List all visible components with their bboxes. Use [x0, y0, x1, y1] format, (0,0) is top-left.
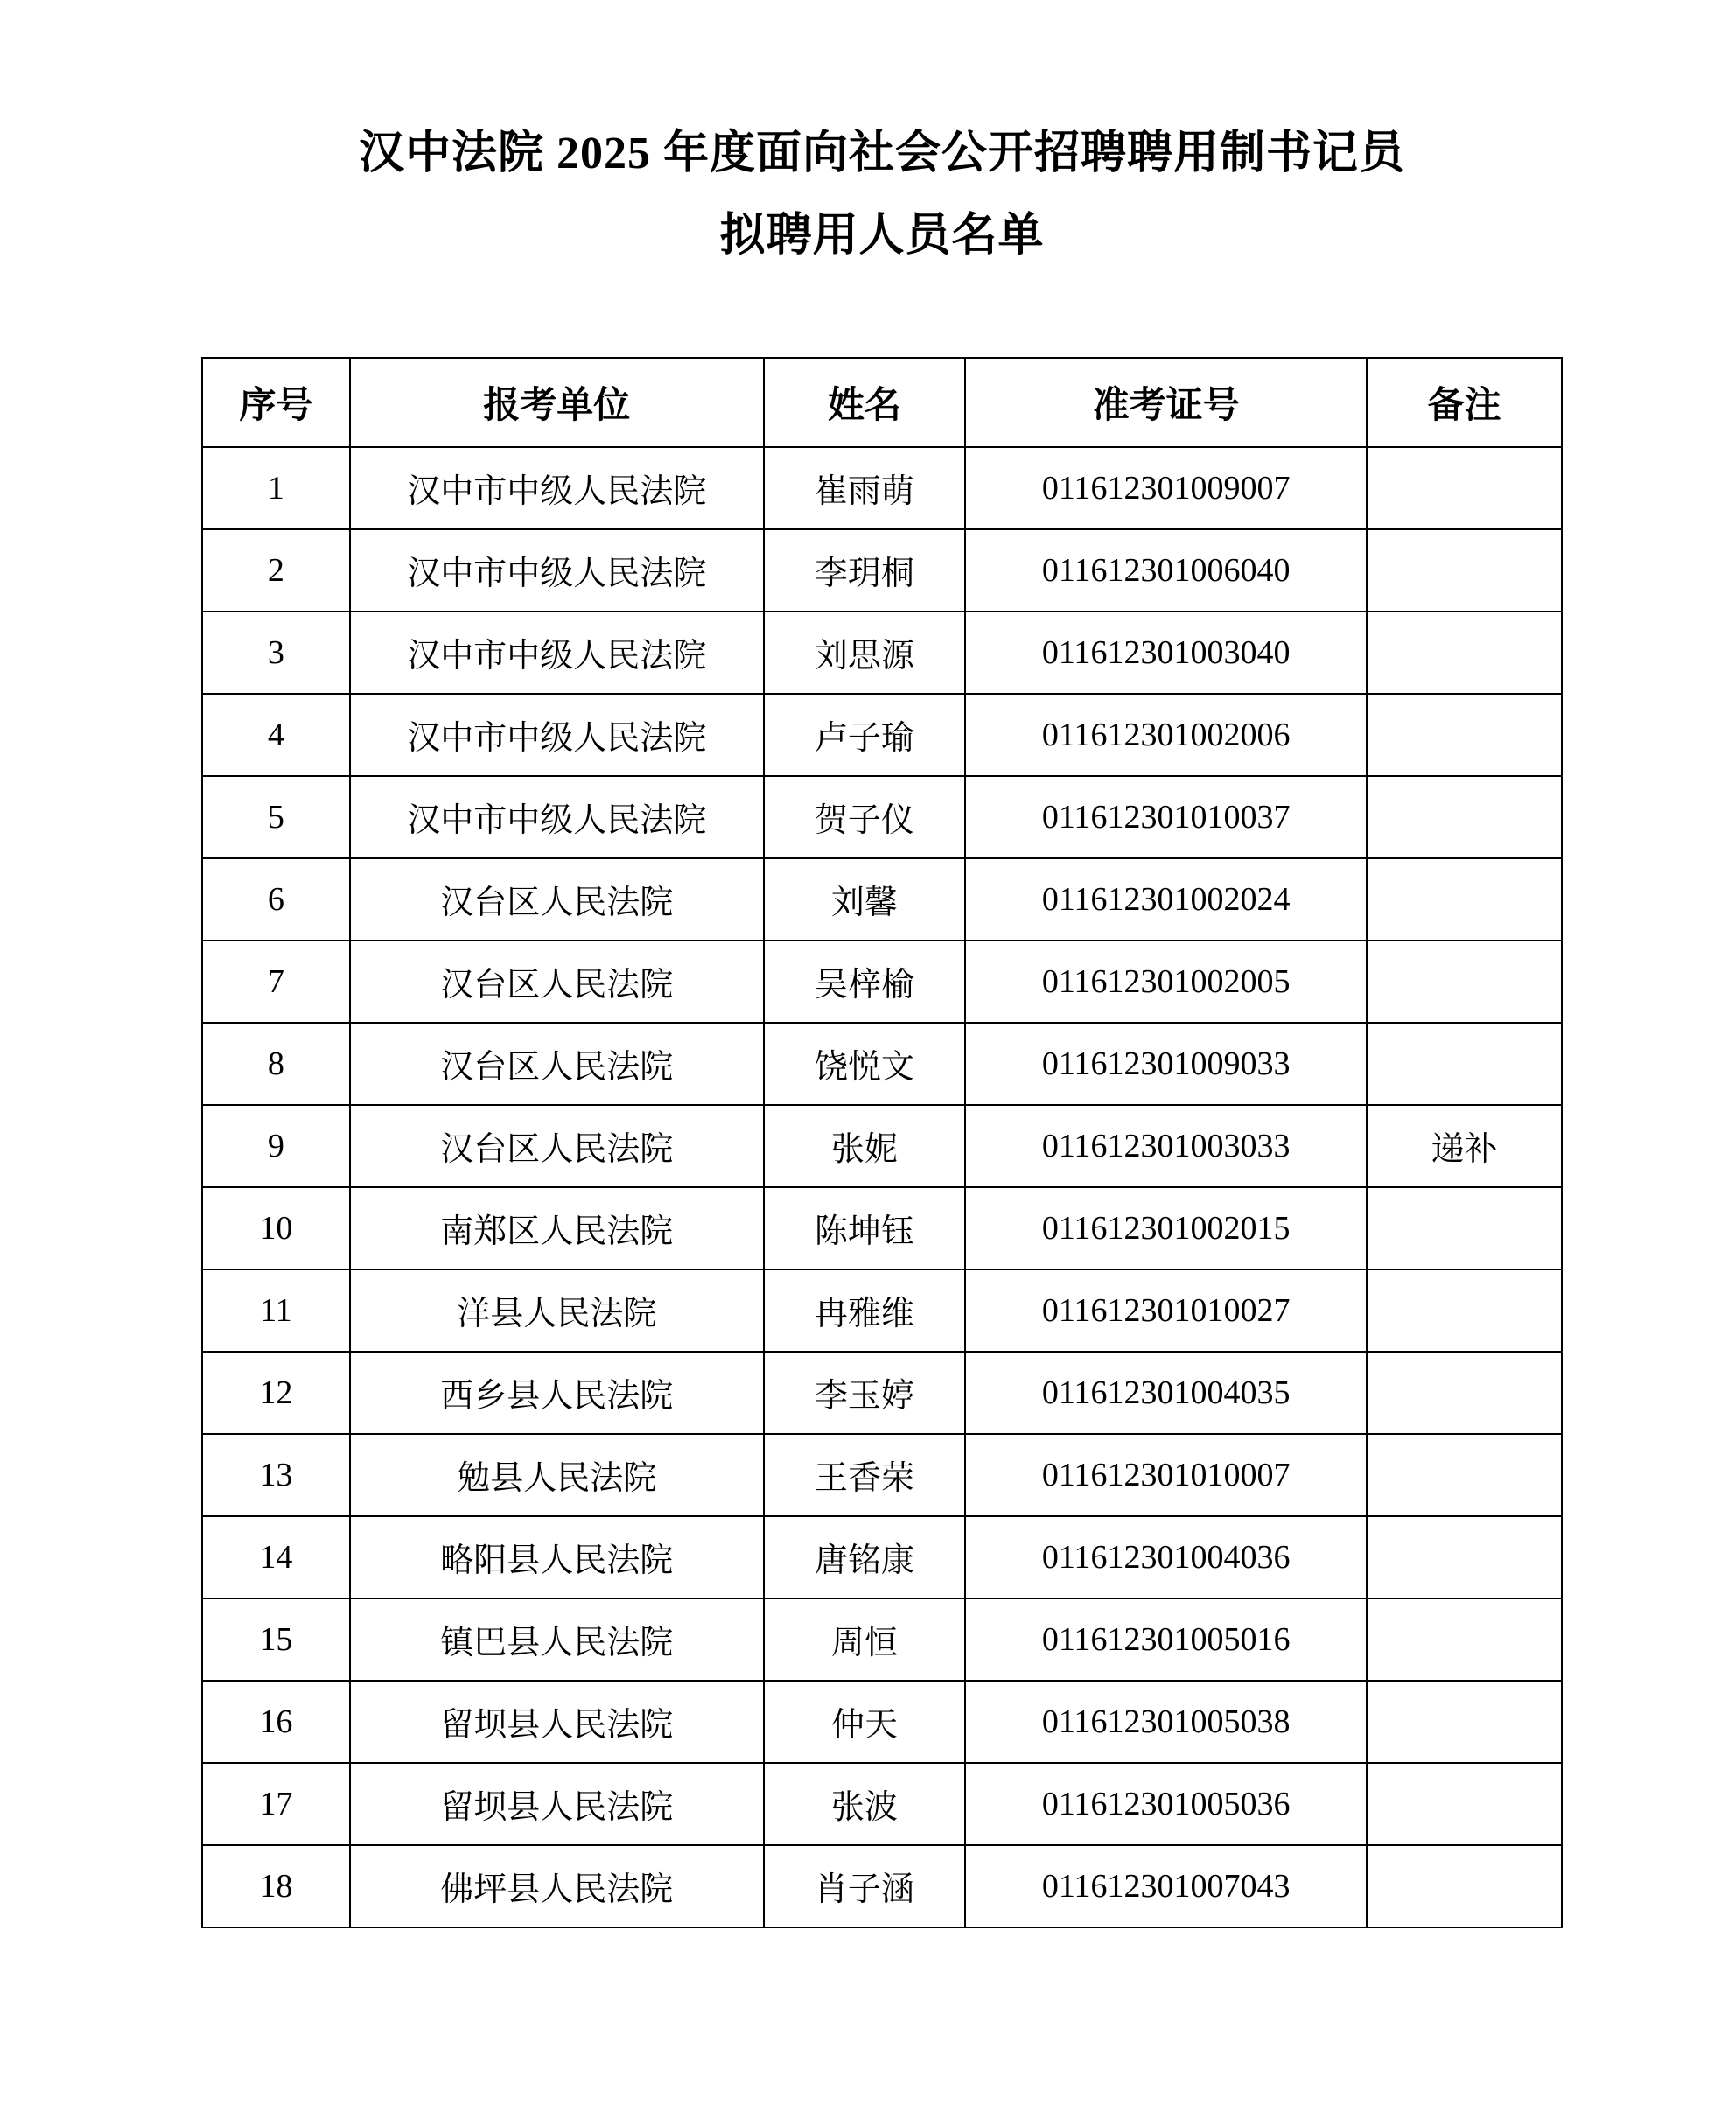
cell-name: 周恒	[764, 1598, 966, 1681]
cell-remark	[1367, 776, 1562, 858]
table-row	[202, 1763, 1562, 1845]
cell-ticket-number: 011612301010007	[965, 1434, 1367, 1516]
table-row	[202, 858, 1562, 941]
cell-name: 张妮	[764, 1105, 966, 1187]
cell-applied-court: 佛坪县人民法院	[350, 1845, 764, 1927]
cell-remark: 递补	[1367, 1105, 1562, 1187]
table-row	[202, 776, 1562, 858]
table-row	[202, 1269, 1562, 1352]
cell-ticket-number: 011612301002024	[965, 858, 1367, 941]
cell-name: 唐铭康	[764, 1516, 966, 1598]
header-remark: 备注	[1367, 358, 1562, 447]
cell-seq-number: 3	[202, 612, 350, 694]
header-applied-court: 报考单位	[350, 358, 764, 447]
cell-ticket-number: 011612301009033	[965, 1023, 1367, 1105]
cell-seq-number: 4	[202, 694, 350, 776]
cell-applied-court: 留坝县人民法院	[350, 1763, 764, 1845]
cell-applied-court: 洋县人民法院	[350, 1269, 764, 1352]
table-row	[202, 1105, 1562, 1187]
cell-ticket-number: 011612301010037	[965, 776, 1367, 858]
cell-seq-number: 5	[202, 776, 350, 858]
cell-remark	[1367, 1598, 1562, 1681]
cell-ticket-number: 011612301004036	[965, 1516, 1367, 1598]
cell-applied-court: 汉台区人民法院	[350, 1023, 764, 1105]
cell-remark	[1367, 1516, 1562, 1598]
cell-remark	[1367, 447, 1562, 529]
cell-ticket-number: 011612301003040	[965, 612, 1367, 694]
table-row	[202, 1516, 1562, 1598]
table-header-row	[202, 358, 1562, 447]
cell-seq-number: 6	[202, 858, 350, 941]
cell-name: 刘思源	[764, 612, 966, 694]
cell-applied-court: 汉中市中级人民法院	[350, 694, 764, 776]
header-ticket-number: 准考证号	[965, 358, 1367, 447]
table-row	[202, 1352, 1562, 1434]
cell-name: 李玉婷	[764, 1352, 966, 1434]
cell-ticket-number: 011612301009007	[965, 447, 1367, 529]
cell-applied-court: 汉中市中级人民法院	[350, 529, 764, 612]
cell-remark	[1367, 1269, 1562, 1352]
cell-applied-court: 汉中市中级人民法院	[350, 612, 764, 694]
cell-remark	[1367, 1352, 1562, 1434]
cell-ticket-number: 011612301010027	[965, 1269, 1367, 1352]
cell-name: 吴梓榆	[764, 941, 966, 1023]
cell-name: 王香荣	[764, 1434, 966, 1516]
cell-ticket-number: 011612301007043	[965, 1845, 1367, 1927]
cell-seq-number: 1	[202, 447, 350, 529]
cell-name: 陈坤钰	[764, 1187, 966, 1269]
cell-applied-court: 南郑区人民法院	[350, 1187, 764, 1269]
cell-name: 冉雅维	[764, 1269, 966, 1352]
cell-seq-number: 8	[202, 1023, 350, 1105]
cell-remark	[1367, 694, 1562, 776]
cell-name: 仲天	[764, 1681, 966, 1763]
cell-name: 肖子涵	[764, 1845, 966, 1927]
cell-remark	[1367, 1434, 1562, 1516]
cell-ticket-number: 011612301005016	[965, 1598, 1367, 1681]
cell-seq-number: 13	[202, 1434, 350, 1516]
cell-seq-number: 15	[202, 1598, 350, 1681]
cell-remark	[1367, 612, 1562, 694]
table-row	[202, 694, 1562, 776]
title-block	[201, 0, 1563, 262]
cell-seq-number: 9	[202, 1105, 350, 1187]
cell-ticket-number: 011612301005038	[965, 1681, 1367, 1763]
cell-remark	[1367, 529, 1562, 612]
cell-ticket-number: 011612301002005	[965, 941, 1367, 1023]
cell-remark	[1367, 1187, 1562, 1269]
table-row	[202, 447, 1562, 529]
table-row	[202, 1023, 1562, 1105]
table-row	[202, 529, 1562, 612]
table-head	[202, 358, 1562, 447]
table-row	[202, 1187, 1562, 1269]
cell-applied-court: 镇巴县人民法院	[350, 1598, 764, 1681]
cell-seq-number: 14	[202, 1516, 350, 1598]
cell-name: 饶悦文	[764, 1023, 966, 1105]
header-name: 姓名	[764, 358, 966, 447]
cell-seq-number: 2	[202, 529, 350, 612]
table-row	[202, 612, 1562, 694]
cell-seq-number: 11	[202, 1269, 350, 1352]
table-row	[202, 1845, 1562, 1927]
cell-applied-court: 汉中市中级人民法院	[350, 447, 764, 529]
cell-ticket-number: 011612301002015	[965, 1187, 1367, 1269]
cell-name: 李玥桐	[764, 529, 966, 612]
header-seq-number: 序号	[202, 358, 350, 447]
cell-remark	[1367, 941, 1562, 1023]
cell-applied-court: 略阳县人民法院	[350, 1516, 764, 1598]
table-row	[202, 1681, 1562, 1763]
table-body	[202, 447, 1562, 1927]
cell-seq-number: 12	[202, 1352, 350, 1434]
cell-name: 崔雨萌	[764, 447, 966, 529]
cell-seq-number: 16	[202, 1681, 350, 1763]
table-row	[202, 1598, 1562, 1681]
cell-ticket-number: 011612301006040	[965, 529, 1367, 612]
cell-applied-court: 汉台区人民法院	[350, 1105, 764, 1187]
table-row	[202, 1434, 1562, 1516]
cell-name: 贺子仪	[764, 776, 966, 858]
cell-remark	[1367, 1763, 1562, 1845]
table-row	[202, 941, 1562, 1023]
cell-applied-court: 汉台区人民法院	[350, 941, 764, 1023]
cell-name: 卢子瑜	[764, 694, 966, 776]
cell-seq-number: 18	[202, 1845, 350, 1927]
hired-personnel-table	[201, 357, 1563, 1928]
document-title-line2: 拟聘用人员名单	[719, 210, 1045, 261]
cell-remark	[1367, 858, 1562, 941]
cell-ticket-number: 011612301002006	[965, 694, 1367, 776]
cell-applied-court: 汉中市中级人民法院	[350, 776, 764, 858]
document-title-line1: 汉中法院 2025 年度面向社会公开招聘聘用制书记员	[358, 129, 1405, 178]
cell-applied-court: 西乡县人民法院	[350, 1352, 764, 1434]
cell-seq-number: 10	[202, 1187, 350, 1269]
cell-seq-number: 7	[202, 941, 350, 1023]
cell-ticket-number: 011612301004035	[965, 1352, 1367, 1434]
cell-applied-court: 留坝县人民法院	[350, 1681, 764, 1763]
cell-applied-court: 汉台区人民法院	[350, 858, 764, 941]
cell-remark	[1367, 1023, 1562, 1105]
cell-name: 张波	[764, 1763, 966, 1845]
cell-ticket-number: 011612301003033	[965, 1105, 1367, 1187]
cell-seq-number: 17	[202, 1763, 350, 1845]
cell-applied-court: 勉县人民法院	[350, 1434, 764, 1516]
cell-ticket-number: 011612301005036	[965, 1763, 1367, 1845]
cell-remark	[1367, 1681, 1562, 1763]
cell-remark	[1367, 1845, 1562, 1927]
cell-name: 刘馨	[764, 858, 966, 941]
